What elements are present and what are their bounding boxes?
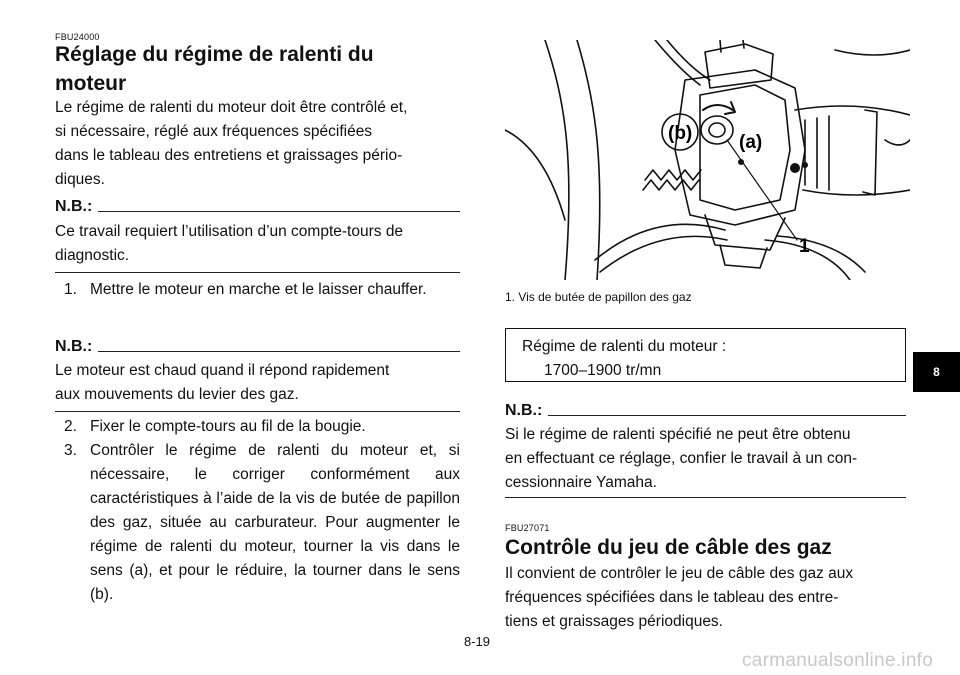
- carburetor-illustration: [505, 40, 910, 280]
- note-divider: [505, 497, 906, 498]
- label-1: 1: [799, 236, 810, 257]
- step-item: 3. Contrôler le régime de ralenti du moteur et, si nécessaire, le corriger conformément aux caractéristiques à l’aide de la vis de butée de papillon des gaz, située au carburateur. Pour augmenter le régime de ralenti du moteur, tourner la vis dans le sens (a), et pour le réduire, la tourner dans le sens (b).: [64, 442, 460, 603]
- spec-label: Régime de ralenti du moteur :: [522, 338, 727, 355]
- note-text: Le moteur est chaud quand il répond rapidement aux mouvements du levier des gaz.: [55, 362, 390, 403]
- step-item: 2. Fixer le compte-tours au fil de la bougie.: [64, 418, 366, 435]
- note-heading: N.B.:: [505, 402, 906, 420]
- section-code: FBU24000: [55, 32, 100, 42]
- section-code: FBU27071: [505, 523, 550, 533]
- note-text: Si le régime de ralenti spécifié ne peut être obtenu en effectuant ce réglage, confier le travail à un con- cessionnaire Yamaha.: [505, 426, 858, 491]
- chapter-tab: 8: [913, 352, 960, 392]
- note-heading: N.B.:: [55, 198, 460, 216]
- note-divider: [55, 272, 460, 273]
- label-a: (a): [739, 132, 763, 153]
- note-heading: N.B.:: [55, 338, 460, 356]
- step-item: 1. Mettre le moteur en marche et le laisser chauffer.: [64, 281, 427, 298]
- page-number: 8-19: [464, 634, 491, 649]
- spec-value: 1700–1900 tr/mn: [544, 362, 662, 379]
- section-title: Réglage du régime de ralenti du moteur: [55, 43, 374, 95]
- body-paragraph: Il convient de contrôler le jeu de câble des gaz aux fréquences spécifiées dans le tableau des entre- tiens et graissages périodiques.: [505, 565, 854, 630]
- label-b: (b): [668, 123, 693, 144]
- watermark: carmanualsonline.info: [742, 650, 934, 671]
- spec-box: [505, 328, 906, 382]
- intro-paragraph: Le régime de ralenti du moteur doit être contrôlé et, si nécessaire, réglé aux fréquences spécifiées dans le tableau des entretiens et graissages pério- diques.: [55, 99, 408, 188]
- note-text: Ce travail requiert l’utilisation d’un compte-tours de diagnostic.: [55, 223, 404, 264]
- section-title: Contrôle du jeu de câble des gaz: [505, 536, 832, 559]
- figure-caption: 1. Vis de butée de papillon des gaz: [505, 290, 692, 304]
- note-divider: [55, 411, 460, 412]
